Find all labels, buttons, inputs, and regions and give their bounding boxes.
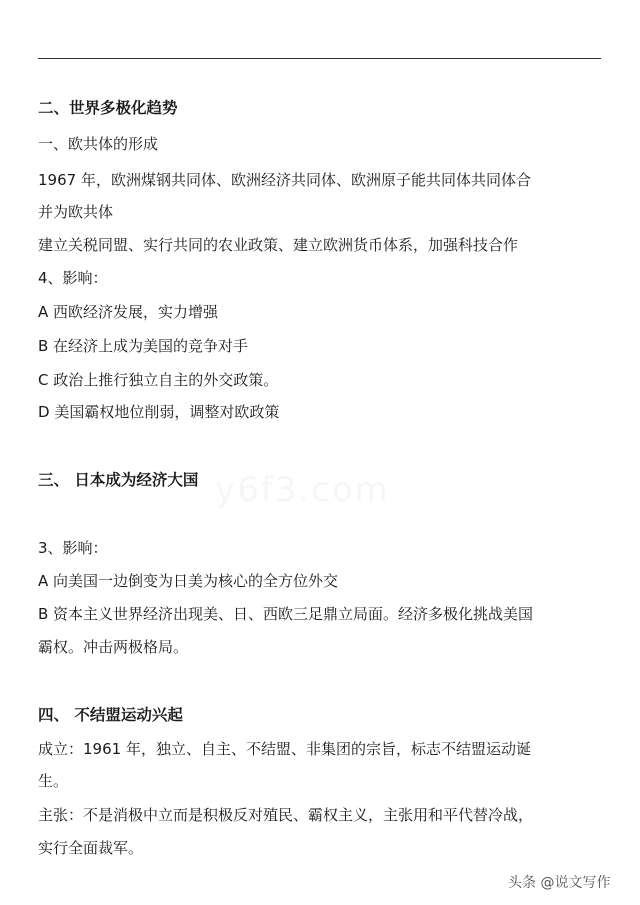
section-4-paragraph-line: 生。 (38, 772, 69, 790)
section-4-paragraph-line: 成立：1961 年，独立、自主、不结盟、非集团的宗旨，标志不结盟运动诞 (38, 740, 531, 758)
section-2-paragraph-line: 并为欧共体 (38, 203, 114, 221)
section-3-impact-item: B 资本主义世界经济出现美、日、西欧三足鼎立局面。经济多极化挑战美国 (38, 605, 534, 623)
section-3-impact-label: 3、影响： (38, 539, 108, 557)
section-3-heading: 三、 日本成为经济大国 (38, 471, 199, 489)
section-2-impact-item: C 政治上推行独立自主的外交政策。 (38, 371, 279, 389)
section-2-impact-item: D 美国霸权地位削弱，调整对欧政策 (38, 403, 280, 421)
section-2-impact-label: 4、影响： (38, 269, 108, 287)
section-2-impact-item: A 西欧经济发展，实力增强 (38, 303, 219, 321)
section-2-heading: 二、世界多极化趋势 (38, 99, 178, 117)
footer-brand: 头条 @说文写作 (508, 875, 611, 891)
top-divider (38, 58, 601, 59)
section-2-subheading: 一、欧共体的形成 (38, 135, 159, 153)
section-4-paragraph-line: 主张：不是消极中立而是积极反对殖民、霸权主义，主张用和平代替冷战， (38, 806, 534, 824)
section-3-impact-item: 霸权。冲击两极格局。 (38, 638, 189, 656)
section-2-paragraph-line: 1967 年，欧洲煤钢共同体、欧洲经济共同体、欧洲原子能共同体共同体合 (38, 171, 531, 189)
section-2-impact-item: B 在经济上成为美国的竞争对手 (38, 337, 249, 355)
section-2-paragraph-line: 建立关税同盟、实行共同的农业政策、建立欧洲货币体系，加强科技合作 (38, 236, 519, 254)
section-4-heading: 四、 不结盟运动兴起 (38, 706, 183, 724)
watermark: y6f3.com (215, 470, 390, 510)
section-3-impact-item: A 向美国一边倒变为日美为核心的全方位外交 (38, 572, 339, 590)
section-4-paragraph-line: 实行全面裁军。 (38, 839, 144, 857)
